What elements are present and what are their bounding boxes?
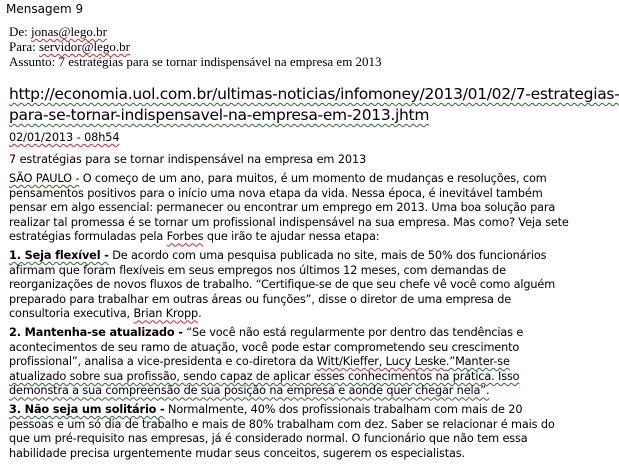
subject-line bbox=[9, 54, 382, 69]
section-1-line-5c: . bbox=[198, 307, 202, 321]
section-1-line-3: reorganizações de novos fluxos de trabalho. “Certifique-se de que seu chefe vê você como alguém bbox=[9, 278, 556, 292]
section-3-line-4: habilidade precisa urgentemente mudar seus conceitos, sugerem os especialistas. bbox=[9, 446, 465, 460]
intro-lead: SÃO PAULO - bbox=[9, 172, 80, 185]
section-1-line-2: afirmam que foram flexíveis em seus empregos nos últimos 12 meses, com demandas de bbox=[9, 263, 506, 277]
section-2-heading: 2. Mantenha-se atualizado - bbox=[9, 326, 183, 339]
section-3-line-1: Normalmente, 40% dos profissionais trabalham com mais de 20 bbox=[164, 403, 523, 416]
from-label: De: bbox=[9, 24, 32, 39]
section-1-paragraph bbox=[9, 249, 556, 322]
brian-kropp-name: Brian Kropp bbox=[133, 307, 199, 321]
section-2-line-5: demonstra a sua compreensão de sua posição na empresa e aonde quer chegar nela”. bbox=[9, 384, 490, 398]
article-date bbox=[9, 131, 119, 145]
witt-kieffer-name: Witt/Kieffer, Lucy Leske bbox=[316, 355, 446, 369]
intro-line-2: pensamentos positivos para o início uma nova etapa da vida. Nessa época, é inevitável também bbox=[9, 186, 543, 200]
section-1-heading: 1. Seja flexível - bbox=[9, 249, 109, 262]
section-3-paragraph bbox=[9, 403, 555, 461]
subject-label: Assunto: bbox=[9, 54, 59, 69]
article-date-text: 02/01/2013 - 08h54 bbox=[9, 131, 120, 144]
to-address: servidor@lego.br bbox=[38, 39, 131, 54]
section-2-line-2: acontecimentos de seu ramo de atuação, você pode estar comprometendo seu crescimento bbox=[9, 340, 520, 354]
section-3-heading: 3. Não seja um solitário - bbox=[9, 403, 165, 416]
section-2-line-3a: profissional”, analisa a vice-presidenta e co-diretora da bbox=[9, 355, 317, 369]
section-1-line-1: De acordo com uma pesquisa publicada no site, mais de 50% dos funcionários bbox=[108, 249, 547, 262]
forbes-word: Forbes bbox=[166, 230, 204, 244]
article-link-line-2[interactable]: para-se-tornar-indispensavel-na-empresa-em-2013.jhtm bbox=[9, 106, 430, 124]
section-2-paragraph bbox=[9, 326, 531, 399]
section-3-line-2: pessoas e um só dia de trabalho e mais de 80% trabalham com dez. Saber se relacionar é mais do bbox=[9, 417, 555, 431]
subject-text: 7 estratégias para se tornar indispensável na empresa em 2013 bbox=[58, 54, 382, 69]
article-link-line-1[interactable]: http://economia.uol.com.br/ultimas-noticias/infomoney/2013/01/02/7-estrategias- bbox=[9, 85, 619, 103]
to-line bbox=[9, 39, 130, 54]
to-label: Para: bbox=[9, 39, 39, 54]
intro-line-4: realizar tal promessa é se tornar um profissional indispensável na sua empresa. Mas como? Veja sete bbox=[9, 215, 569, 229]
message-title: Mensagem 9 bbox=[6, 2, 84, 16]
intro-line-3: pensar em algo essencial: permanecer ou encontrar um emprego em 2013. Uma boa solução para bbox=[9, 201, 556, 215]
intro-line-5a: estratégias formuladas pela bbox=[9, 230, 167, 244]
section-2-line-3c: .”Manter-se bbox=[445, 355, 510, 369]
intro-line-5c: que irão te ajudar nessa etapa: bbox=[203, 230, 380, 244]
article-headline: 7 estratégias para se tornar indispensável na empresa em 2013 bbox=[9, 153, 367, 166]
section-2-line-4: atualizado sobre sua profissão, sendo capaz de aplicar esses conhecimentos na prática. Isso bbox=[9, 369, 520, 383]
section-2-line-1: “Se você não está regularmente por dentro das tendências e bbox=[182, 326, 524, 339]
intro-line-1: O começo de um ano, para muitos, é um momento de mudanças e resoluções, com bbox=[79, 172, 547, 185]
section-1-line-5a: consultoria executiva, bbox=[9, 307, 134, 321]
section-3-line-3: que um pré-requisito nas empresas, já é considerado normal. O funcionário que não tem essa bbox=[9, 432, 528, 446]
section-1-line-4: preparado para trabalhar em outras áreas ou funções”, disse o diretor de uma empresa de bbox=[9, 292, 512, 306]
from-address: jonas@lego.br bbox=[31, 24, 107, 39]
intro-paragraph bbox=[9, 172, 569, 245]
from-line bbox=[9, 24, 107, 39]
